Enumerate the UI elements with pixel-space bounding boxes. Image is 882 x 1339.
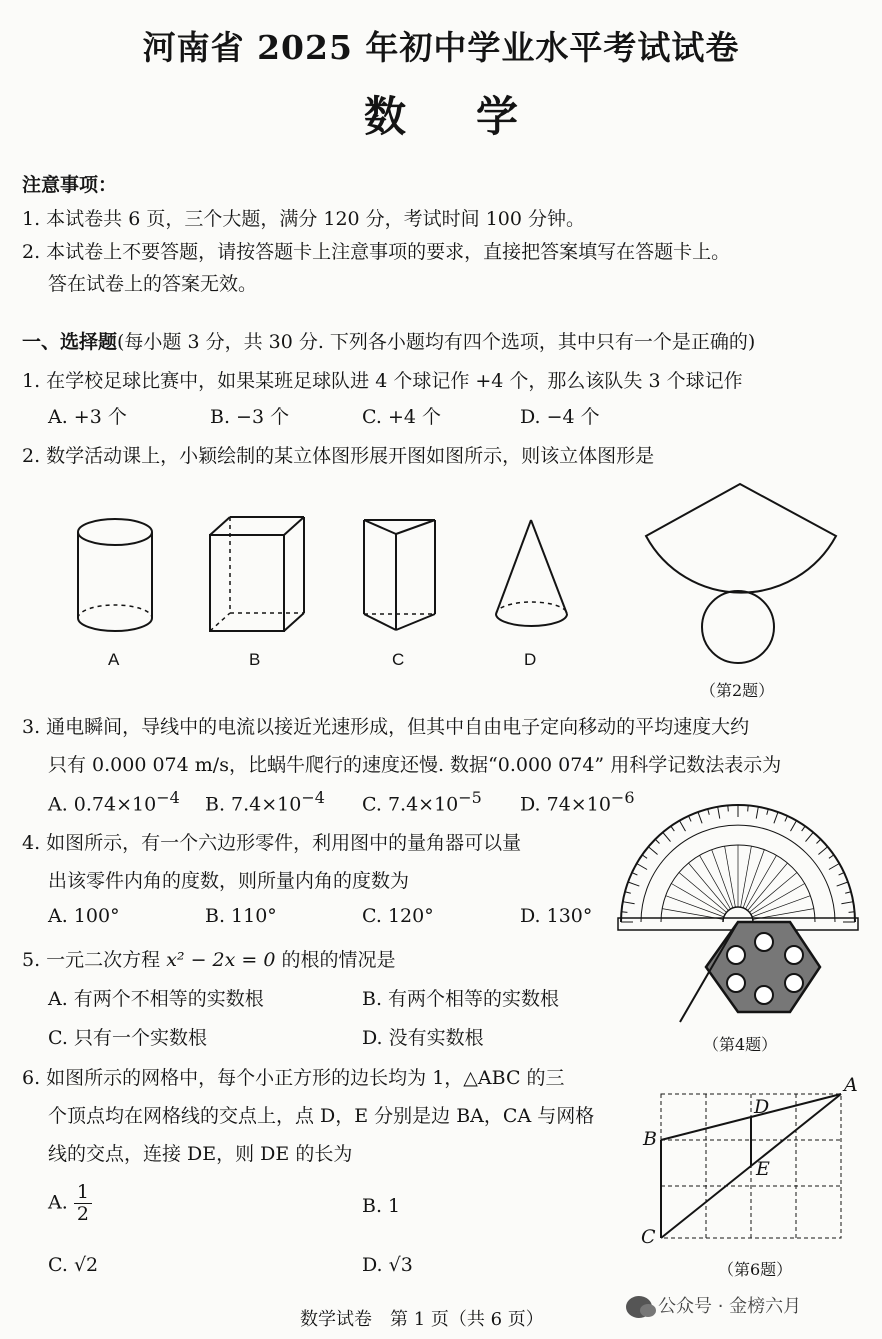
q4-option-a: A. 100° [48, 905, 120, 927]
q2-label-d: D [524, 650, 537, 669]
q5-option-b: B. 有两个相等的实数根 [362, 988, 560, 1010]
notice-item-2: 2. 本试卷上不要答题，请按答题卡上注意事项的要求，直接把答案填写在答题卡上。 [22, 241, 731, 263]
point-d-label: D [754, 1096, 770, 1118]
q2-caption: （第2题） [700, 681, 775, 700]
notice-item-2-cont: 答在试卷上的答案无效。 [48, 273, 258, 295]
q1-stem: 1. 在学校足球比赛中，如果某班足球队进 4 个球记作 +4 个，那么该队失 3 个球记作 [22, 370, 743, 392]
q3-stem-line-1: 3. 通电瞬间，导线中的电流以接近光速形成，但其中自由电子定向移动的平均速度大约 [22, 716, 750, 738]
q6-option-a: A. $\frac{1}{2}$ [48, 1182, 92, 1225]
q2-label-c: C [392, 650, 405, 669]
page-footer: 数学试卷 第 1 页（共 6 页） [300, 1309, 544, 1330]
wechat-icon [626, 1296, 652, 1318]
q6-stem-line-1: 6. 如图所示的网格中，每个小正方形的边长均为 1，△ABC 的三 [22, 1067, 565, 1089]
q4-option-b: B. 110° [205, 905, 277, 927]
q4-option-d: D. 130° [520, 905, 593, 927]
q4-stem-line-1: 4. 如图所示，有一个六边形零件，利用图中的量角器可以量 [22, 832, 522, 854]
q3-option-c: C. $7.4\times 10^{-5}$ [362, 788, 482, 816]
q6-option-c: C. √2 [48, 1254, 99, 1276]
q6-stem-line-2: 个顶点均在网格线的交点上，点 D，E 分别是边 BA，CA 与网格 [48, 1105, 595, 1127]
q1-option-b: B. −3 个 [210, 406, 290, 428]
q5-option-a: A. 有两个不相等的实数根 [48, 988, 264, 1010]
q3-stem-line-2: 只有 0.000 074 m/s，比蜗牛爬行的速度还慢. 数据“0.000 074” 用科学记数法表示为 [48, 754, 782, 776]
q6-caption: （第6题） [718, 1260, 793, 1279]
watermark: 公众号 · 金榜六月 [626, 1292, 801, 1318]
notice-item-1: 1. 本试卷共 6 页，三个大题，满分 120 分，考试时间 100 分钟。 [22, 208, 586, 230]
notice-heading: 注意事项： [22, 174, 118, 196]
q4-stem-line-2: 出该零件内角的度数，则所量内角的度数为 [48, 870, 410, 892]
q3-option-b: B. $7.4\times 10^{-4}$ [205, 788, 325, 816]
q1-option-d: D. −4 个 [520, 406, 600, 428]
q6-stem-line-3: 线的交点，连接 DE，则 DE 的长为 [48, 1143, 353, 1165]
point-e-label: E [756, 1158, 770, 1180]
q6-option-b: B. 1 [362, 1195, 401, 1217]
q5-option-c: C. 只有一个实数根 [48, 1027, 207, 1049]
q4-caption: （第4题） [703, 1035, 778, 1054]
point-b-label: B [643, 1128, 657, 1150]
q2-label-a: A [108, 650, 120, 669]
q6-option-d: D. √3 [362, 1254, 413, 1276]
q4-option-c: C. 120° [362, 905, 434, 927]
page-title: 河南省 2025 年初中学业水平考试试卷 [142, 28, 740, 67]
point-a-label: A [844, 1074, 858, 1096]
subject-title: 数学 [363, 92, 588, 141]
q5-option-d: D. 没有实数根 [362, 1027, 484, 1049]
q2-stem: 2. 数学活动课上，小颖绘制的某立体图形展开图如图所示，则该立体图形是 [22, 445, 655, 467]
point-c-label: C [641, 1226, 656, 1248]
q1-option-a: A. +3 个 [48, 406, 127, 428]
q5-stem: 5. 一元二次方程 x² − 2x = 0 的根的情况是 [22, 949, 396, 971]
q3-option-d: D. $74\times 10^{-6}$ [520, 788, 635, 816]
q1-option-c: C. +4 个 [362, 406, 441, 428]
section-1-note: (每小题 3 分，共 30 分. 下列各小题均有四个选项，其中只有一个是正确的) [117, 331, 756, 353]
section-1-heading: 一、选择题 [22, 331, 118, 353]
q3-option-a: A. $0.74\times 10^{-4}$ [48, 788, 180, 816]
q2-label-b: B [249, 650, 261, 669]
